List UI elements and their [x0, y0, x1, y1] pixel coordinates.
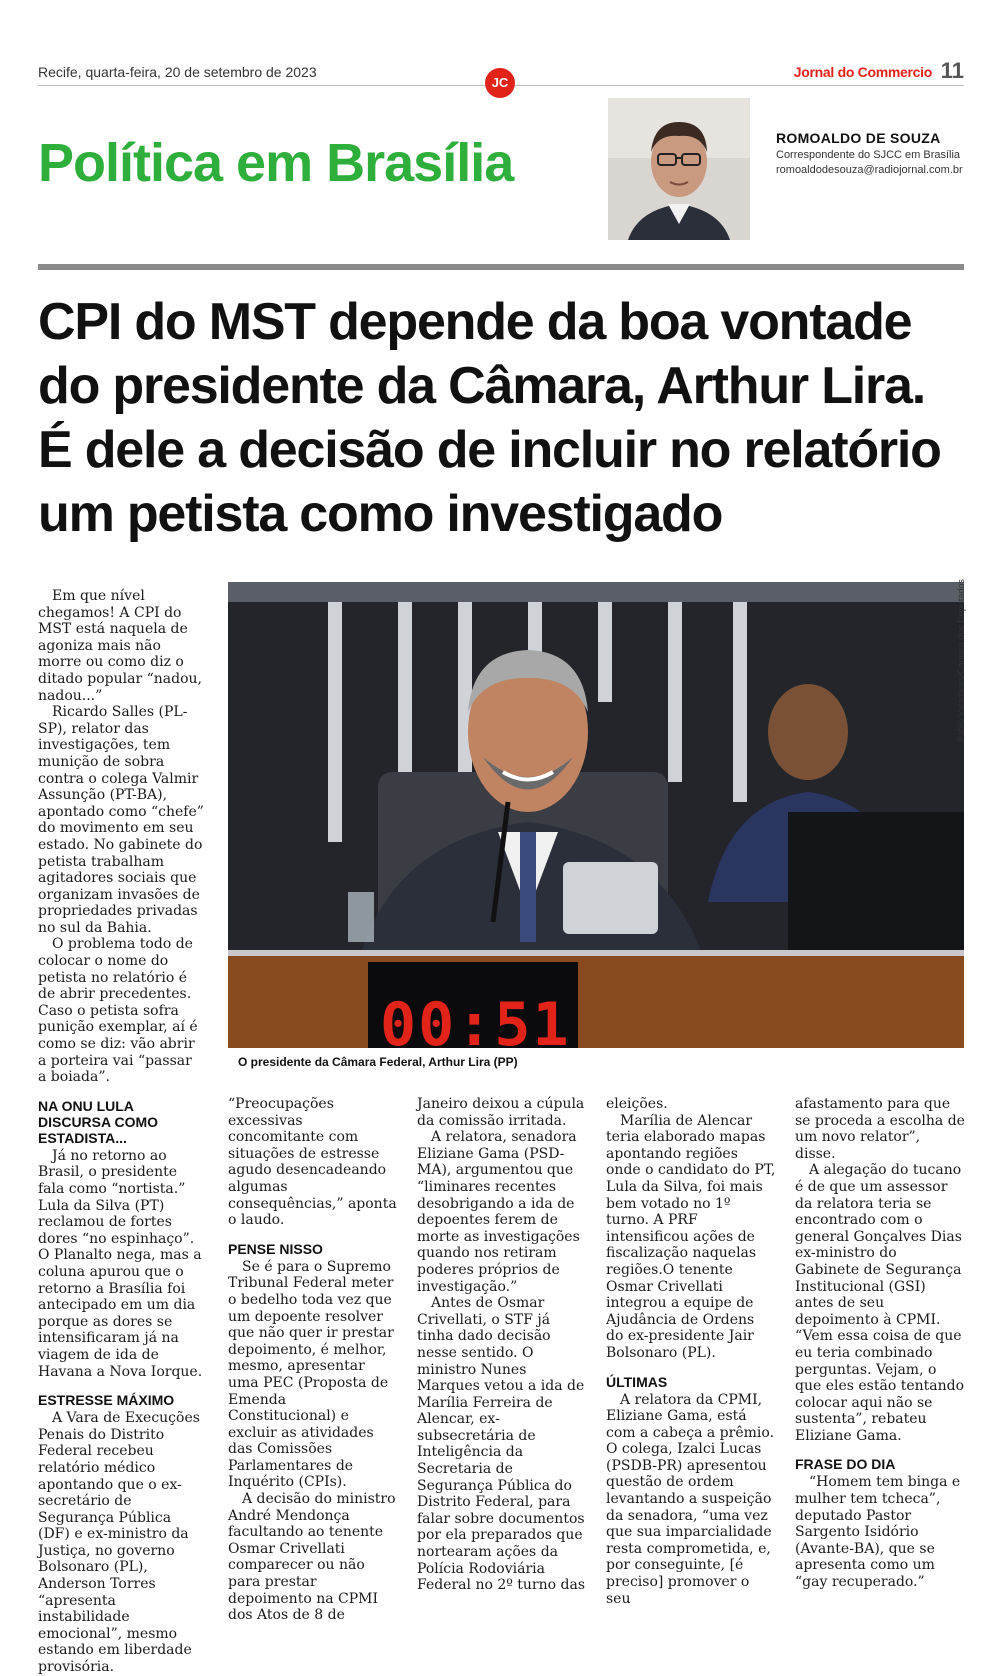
photo-credit-text: Pablo Valadares/Câmara dos Deputados [956, 579, 966, 742]
paragraph: “Homem tem binga e mulher tem tcheca”, deputado Pastor Sargento Isidório (Avante-BA), que se apresenta como um “gay recuperado.” [795, 1474, 961, 1591]
paragraph: Antes de Osmar Crivellati, o STF já tinha dado decisão nesse sentido. O ministro Nunes Marques vetou a ida de Marília Ferreira de Alencar, ex-subsecretária de Inteligência da Secretaria de Segurança Pública do Distrito Federal, para falar sobre documentos por ela preparados que nortearam ações da Polícia Rodoviária Federal no 2º turno das [417, 1295, 586, 1594]
paragraph: Ricardo Salles (PL-SP), relator das investigações, tem munição de sobra contra o colega Valmir Assunção (PT-BA), apontado como “chefe” do movimento em seu estado. No gabinete do petista trabalham agitadores sociais que organizam invasões de propriedades privadas no sul da Bahia. [38, 704, 204, 936]
author-name: ROMOALDO DE SOUZA [776, 130, 941, 146]
article-column-5 [795, 1096, 965, 1591]
paragraph: afastamento para que se proceda a escolha de um novo relator”, disse. [795, 1096, 965, 1162]
article-photo [228, 579, 966, 1060]
page-header [38, 58, 964, 90]
article-column-3 [417, 1096, 587, 1594]
author-portrait-illustration [608, 98, 750, 240]
subheading: FRASE DO DIA [795, 1456, 896, 1473]
paragraph: Marília de Alencar teria elaborado mapas apontando regiões onde o candidato do PT, Lula da Silva, foi mais bem votado no 1º turno. A PRF intensificou ações de fiscalização naquelas regiões.O tenente Osmar Crivellati integrou a equipe de Ajudância de Ordens do ex-presidente Jair Bolsonaro (PL). [606, 1112, 776, 1361]
paragraph: Janeiro deixou a cúpula da comissão irritada. [417, 1096, 585, 1129]
newspaper-brand: Jornal do Commercio [793, 64, 932, 80]
section-title: Política em Brasília [38, 133, 514, 193]
article-column-2 [228, 1096, 398, 1624]
paragraph: O problema todo de colocar o nome do petista no relatório é de abrir precedentes. Caso o petista sofra punição exemplar, aí é como se diz: vão abrir a porteira vai “passar a boiada”. [38, 936, 198, 1086]
article-column-4 [606, 1096, 776, 1607]
paragraph: A relatora da CPMI, Eliziane Gama, está com a cabeça a prêmio. O colega, Izalci Lucas (PSDB-PR) apresentou questão de ordem levantando a suspeição da senadora, “uma vez que sua imparcialidade resta comprometida, e, por conseguinte, [é preciso] promover o seu [606, 1391, 774, 1607]
page-number: 11 [940, 58, 964, 83]
paragraph: Se é para o Supremo Tribunal Federal meter o bedelho toda vez que um depoente resolver que não quer ir prestar depoimento, é melhor, mesmo, apresentar uma PEC (Proposta de Emenda Constitucional) e excluir as atividades das Comissões Parlamentares de Inquérito (CPIs). [228, 1258, 394, 1491]
section-divider [38, 264, 964, 270]
paragraph: “Preocupações excessivas concomitante com situações de estresse agudo desencadeando algumas consequências,” aponta o laudo. [228, 1096, 397, 1229]
author-email: romoaldodesouza@radiojornal.com.br [776, 164, 963, 176]
subheading: ESTRESSE MÁXIMO [38, 1392, 175, 1409]
paragraph: A Vara de Execuções Penais do Distrito Federal recebeu relatório médico apontando que o ex-secretário de Segurança Pública (DF) e ex-ministro da Justiça, no governo Bolsonaro (PL), Anderson Torres “apresenta instabilidade emocional”, mesmo estando em liberdade provisória. [38, 1410, 200, 1676]
article-headline: CPI do MST depende da boa vontade do presidente da Câmara, Arthur Lira. É dele a decisão de incluir no relatório um petista como investigado [38, 293, 941, 543]
paragraph: A alegação do tucano é de que um assessor da relatora teria se encontrado com o general Gonçalves Dias ex-ministro do Gabinete de Segurança Institucional (GSI) antes de seu depoimento à CPMI. “Vem essa coisa de que eu teria combinado perguntas. Vejam, o que eles estão tentando colocar aqui não se sustenta”, rebateu Eliziane Gama. [795, 1162, 965, 1444]
paragraph: A decisão do ministro André Mendonça facultando ao tenente Osmar Crivellati comparecer ou não para prestar depoimento na CPMI dos Atos de 8 de [228, 1491, 396, 1624]
photo-caption: O presidente da Câmara Federal, Arthur Lira (PP) [238, 1055, 518, 1069]
author-avatar [608, 98, 750, 240]
paragraph: Em que nível chegamos! A CPI do MST está naquela de agoniza mais não morre ou como diz o ditado popular “nadou, nadou...” [38, 588, 202, 704]
subheading: ÚLTIMAS [606, 1373, 668, 1390]
subheading: PENSE NISSO [228, 1240, 323, 1257]
photo-credit [956, 579, 968, 742]
paragraph: Já no retorno ao Brasil, o presidente fala como “nortista.” Lula da Silva (PT) reclamou de fortes dores “no espinhaço”. O Planalto nega, mas a coluna apurou que o retorno a Brasília foi antecipado em um dia porque as dores se intensificaram já na viagem de ida de Havana a Nova Iorque. [38, 1147, 203, 1380]
subheading: NA ONU LULA DISCURSA COMO ESTADISTA... [38, 1097, 159, 1146]
timer-display: 00:51 [380, 990, 571, 1060]
dateline: Recife, quarta-feira, 20 de setembro de 2023 [38, 64, 317, 80]
paragraph: eleições. [606, 1096, 668, 1112]
article-column-1 [38, 588, 204, 1676]
plenary-photo-illustration [228, 579, 966, 1048]
author-info [776, 130, 963, 176]
paragraph: A relatora, senadora Eliziane Gama (PSD-MA), argumentou que “liminares recentes desobrigando a ida de depoentes ferem de morte as investigações quando nos retiram poderes próprios de investigação.” [417, 1129, 580, 1295]
jc-logo-badge: JC [485, 68, 515, 98]
author-role: Correspondente do SJCC em Brasília [776, 149, 961, 161]
